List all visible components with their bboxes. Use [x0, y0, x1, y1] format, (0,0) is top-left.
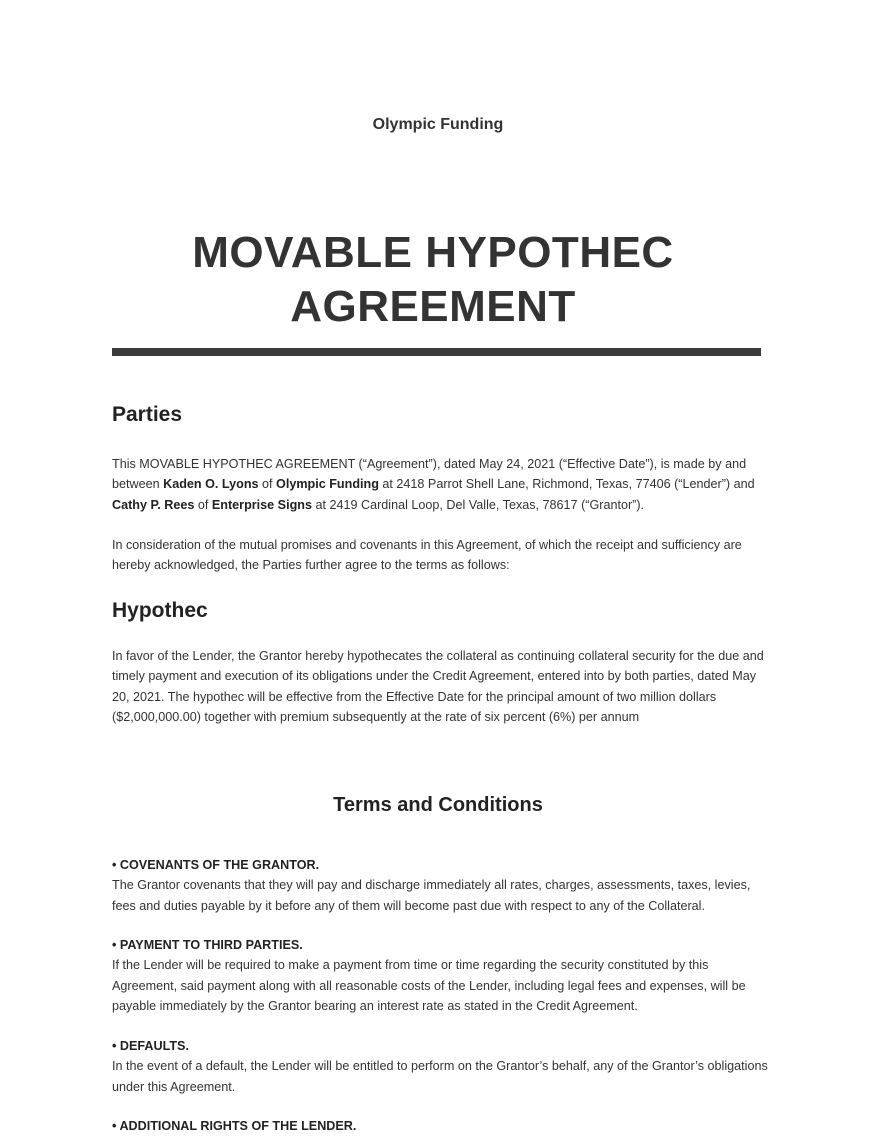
lender-name: Kaden O. Lyons: [163, 477, 259, 492]
parties-text-b: at 2418 Parrot Shell Lane, Richmond, Texas, 77406 (“Lender”) and: [378, 477, 755, 492]
clause-payment-third-parties: [112, 935, 772, 1016]
parties-of-1: of: [258, 477, 277, 492]
title-line-2: AGREEMENT: [290, 282, 576, 331]
clause-title: • DEFAULTS.: [112, 1039, 189, 1053]
parties-paragraph-1: [112, 454, 768, 515]
lender-company: Olympic Funding: [276, 477, 379, 492]
terms-heading: Terms and Conditions: [333, 794, 543, 816]
company-name: Olympic Funding: [372, 116, 504, 133]
clause-body: In the event of a default, the Lender will be entitled to perform on the Grantor’s behalf, any of the Grantor’s obligations under this Agreement.: [112, 1059, 768, 1094]
parties-heading: Parties: [112, 403, 183, 426]
parties-of-2: of: [194, 497, 212, 512]
clause-title: • ADDITIONAL RIGHTS OF THE LENDER.: [112, 1119, 357, 1133]
title-divider: [112, 348, 761, 356]
clause-title: • COVENANTS OF THE GRANTOR.: [112, 858, 320, 872]
parties-text-a: This MOVABLE HYPOTHEC AGREEMENT (“Agreement”), dated May 24, 2021 (“Effective Date”), is made by and between: [112, 457, 747, 492]
grantor-name: Cathy P. Rees: [112, 497, 195, 512]
parties-text-c: at 2419 Cardinal Loop, Del Valle, Texas, 78617 (“Grantor”).: [311, 497, 645, 512]
document-title: [0, 226, 866, 334]
clause-covenants: [112, 855, 772, 916]
clause-title: • PAYMENT TO THIRD PARTIES.: [112, 938, 303, 952]
clause-additional-rights: [112, 1116, 772, 1136]
clause-body: The Grantor covenants that they will pay and discharge immediately all rates, charges, assessments, taxes, levies, fees and duties payable by it before any of them will become past due with respect to any of the Collateral.: [112, 878, 751, 913]
grantor-company: Enterprise Signs: [211, 497, 312, 512]
clause-defaults: [112, 1036, 772, 1097]
hypothec-paragraph: In favor of the Lender, the Grantor hereby hypothecates the collateral as continuing collateral security for the due and timely payment and execution of its obligations under the Credit Agreement, entered into by both parties, dated May 20, 2021. The hypothec will be effective from the Effective Date for the principal amount of two million dollars ($2,000,000.00) together with premium subsequently at the rate of six percent (6%) per annum: [112, 649, 764, 724]
hypothec-heading: Hypothec: [112, 599, 208, 622]
parties-paragraph-2: In consideration of the mutual promises and covenants in this Agreement, of which the receipt and sufficiency are hereby acknowledged, the Parties further agree to the terms as follows:: [112, 538, 742, 573]
title-line-1: MOVABLE HYPOTHEC: [192, 228, 674, 277]
clause-body: If the Lender will be required to make a payment from time or time regarding the security constituted by this Agreement, said payment along with all reasonable costs of the Lender, including legal fees and expenses, will be payable immediately by the Grantor bearing an interest rate as stated in the Credit Agreement.: [112, 958, 746, 1013]
